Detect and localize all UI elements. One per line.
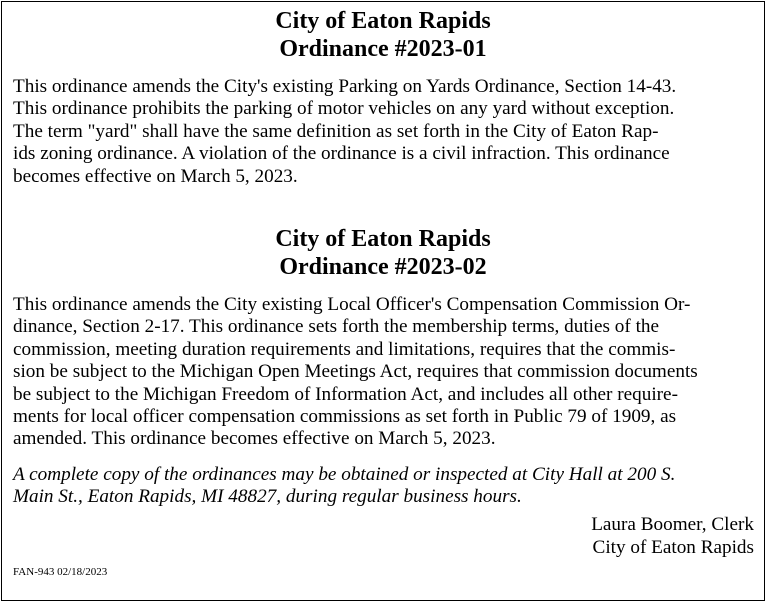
legal-notice [1, 1, 765, 601]
ordinance-1-city: City of Eaton Rapids [275, 8, 491, 34]
ordinance-1-line: ids zoning ordinance. A violation of the ordinance is a civil infraction. This ordinance [13, 143, 670, 165]
ordinance-2-line: dinance, Section 2-17. This ordinance sets forth the membership terms, duties of the [13, 316, 660, 338]
ordinance-1-line: The term "yard" shall have the same definition as set forth in the City of Eaton Rap- [13, 120, 659, 142]
ordinance-2-number: Ordinance #2023-02 [279, 254, 487, 280]
clerk-name: Laura Boomer, Clerk [591, 514, 754, 535]
ordinance-2-line: ments for local officer compensation commissions as set forth in Public 79 of 1909, as [13, 406, 677, 428]
ordinance-1-body [13, 76, 755, 188]
ordinance-1-heading [2, 7, 764, 63]
ordinance-2-line: This ordinance amends the City existing Local Officer's Compensation Commission Or- [13, 294, 691, 315]
ordinance-1-line: becomes effective on March 5, 2023. [13, 165, 298, 187]
ordinance-2-line: commission, meeting duration requirements and limitations, requires that the commis- [13, 338, 676, 360]
ordinance-2-heading [2, 225, 764, 281]
availability-note [13, 464, 755, 509]
ordinance-2-line: amended. This ordinance becomes effective on March 5, 2023. [13, 428, 496, 450]
ordinance-1-line: This ordinance prohibits the parking of motor vehicles on any yard without exception. [13, 98, 675, 120]
ordinance-2-line: be subject to the Michigan Freedom of Information Act, and includes all other require- [13, 383, 678, 405]
ordinance-2-body [13, 294, 755, 451]
publication-reference: FAN-943 02/18/2023 [13, 566, 108, 578]
ordinance-2-line: sion be subject to the Michigan Open Meetings Act, requires that commission documents [13, 361, 698, 383]
availability-line: A complete copy of the ordinances may be obtained or inspected at City Hall at 200 S. [13, 464, 676, 485]
ordinance-1-line: This ordinance amends the City's existing Parking on Yards Ordinance, Section 14-43. [13, 76, 677, 97]
clerk-organization: City of Eaton Rapids [592, 537, 754, 558]
ordinance-2-city: City of Eaton Rapids [275, 226, 491, 252]
ordinance-1-number: Ordinance #2023-01 [279, 36, 487, 62]
availability-line: Main St., Eaton Rapids, MI 48827, during regular business hours. [13, 486, 522, 508]
clerk-signature [591, 513, 754, 559]
